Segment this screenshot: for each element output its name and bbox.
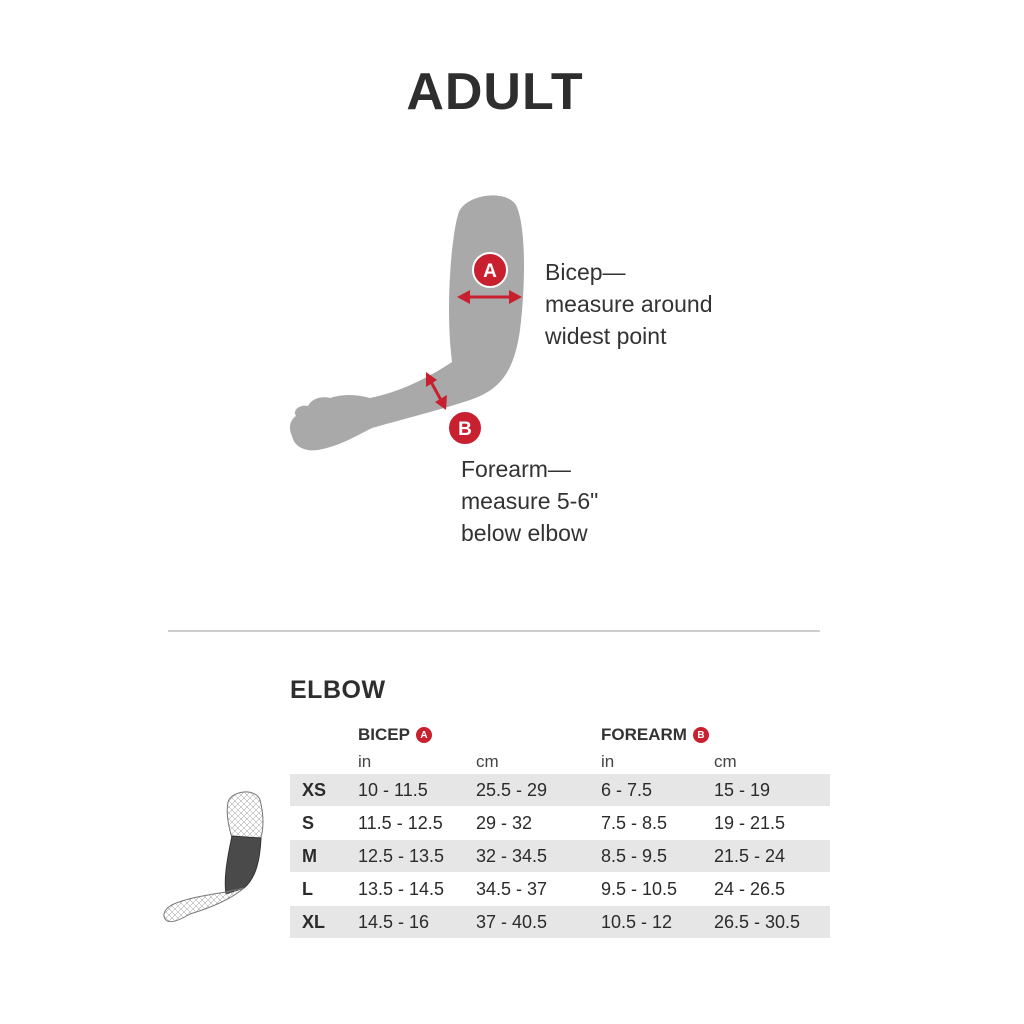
upper-arm-wireframe	[227, 792, 263, 840]
bicep-cm-value: 32 - 34.5	[476, 846, 548, 866]
bicep-callout-line-1: Bicep—	[545, 259, 626, 285]
forearm-callout-line-3: below elbow	[461, 520, 588, 546]
bicep-group-label: BICEP	[358, 725, 410, 744]
forearm-in-value: 6 - 7.5	[601, 780, 653, 800]
page-title: ADULT	[406, 63, 584, 121]
svg-text:B: B	[458, 419, 472, 440]
forearm-cm-value: 21.5 - 24	[714, 846, 786, 866]
forearm-in-value: 10.5 - 12	[601, 912, 673, 932]
bicep-in-value: 10 - 11.5	[358, 780, 428, 800]
forearm-group-header	[601, 725, 709, 745]
bicep-in-value: 12.5 - 13.5	[358, 846, 445, 866]
size-label: S	[302, 813, 315, 833]
bicep-callout-line-3: widest point	[545, 323, 667, 349]
forearm-callout	[461, 453, 701, 549]
bicep-callout	[545, 256, 785, 352]
bicep-cm-value: 34.5 - 37	[476, 879, 548, 899]
size-label: L	[302, 879, 313, 899]
forearm-callout-line-1: Forearm—	[461, 456, 571, 482]
section-divider	[168, 630, 820, 632]
unit-bicep-in: in	[358, 752, 372, 771]
bicep-in-value: 13.5 - 14.5	[358, 879, 445, 899]
forearm-cm-value: 26.5 - 30.5	[714, 912, 801, 932]
forearm-in-value: 9.5 - 10.5	[601, 879, 678, 899]
bicep-marker-badge: A	[416, 727, 432, 743]
elbow-sleeve-illustration	[160, 780, 270, 930]
forearm-cm-value: 19 - 21.5	[714, 813, 786, 833]
size-label: XS	[302, 780, 327, 800]
unit-forearm-cm: cm	[714, 752, 737, 771]
forearm-in-value: 8.5 - 9.5	[601, 846, 668, 866]
marker-b	[448, 411, 482, 445]
table-row	[290, 807, 830, 839]
forearm-in-value: 7.5 - 8.5	[601, 813, 668, 833]
forearm-cm-value: 15 - 19	[714, 780, 771, 800]
table-row	[290, 774, 830, 806]
bicep-in-value: 11.5 - 12.5	[358, 813, 443, 833]
elbow-sleeve	[225, 836, 261, 894]
bicep-cm-value: 37 - 40.5	[476, 912, 548, 932]
bicep-cm-value: 29 - 32	[476, 813, 533, 833]
bicep-callout-line-2: measure around	[545, 291, 713, 317]
forearm-callout-line-2: measure 5-6"	[461, 488, 599, 514]
size-label: M	[302, 846, 317, 866]
table-row	[290, 840, 830, 872]
bicep-group-header	[358, 725, 432, 745]
bicep-cm-value: 25.5 - 29	[476, 780, 548, 800]
forearm-group-label: FOREARM	[601, 725, 687, 744]
arm-silhouette	[290, 195, 524, 450]
unit-bicep-cm: cm	[476, 752, 499, 771]
forearm-wireframe	[164, 888, 244, 922]
size-label: XL	[302, 912, 326, 932]
unit-forearm-in: in	[601, 752, 615, 771]
marker-a	[473, 253, 507, 287]
table-row	[290, 906, 830, 938]
forearm-marker-badge: B	[693, 727, 709, 743]
section-title: ELBOW	[290, 676, 386, 704]
forearm-cm-value: 24 - 26.5	[714, 879, 786, 899]
table-row	[290, 873, 830, 905]
bicep-in-value: 14.5 - 16	[358, 912, 430, 932]
svg-text:A: A	[483, 261, 497, 282]
